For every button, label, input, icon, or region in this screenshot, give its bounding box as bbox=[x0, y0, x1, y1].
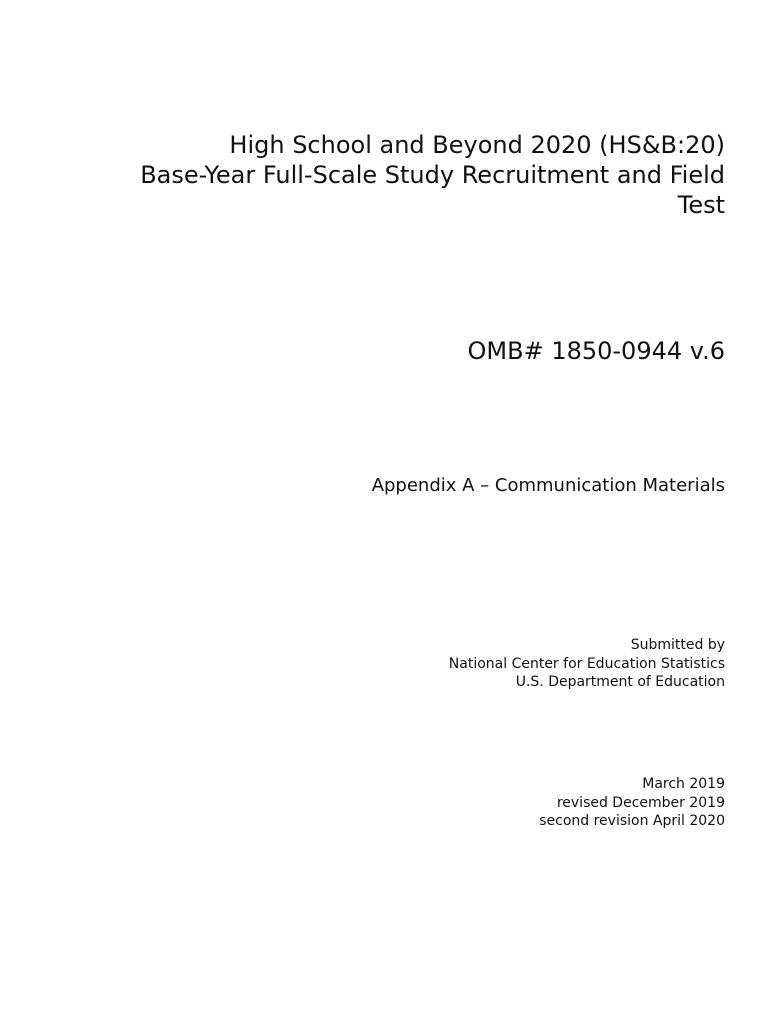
submitting-department: U.S. Department of Education bbox=[515, 674, 725, 690]
revised-date: revised December 2019 bbox=[556, 794, 725, 811]
omb-number: OMB# 1850-0944 v.6 bbox=[467, 337, 725, 365]
submitted-by-block bbox=[449, 636, 725, 692]
second-revision-date: second revision April 2020 bbox=[539, 813, 725, 829]
submitting-organization: National Center for Education Statistics bbox=[448, 655, 725, 672]
title-line-1: High School and Beyond 2020 (HS&B:20) bbox=[229, 131, 725, 159]
dates-block bbox=[539, 775, 725, 831]
title-line-3: Test bbox=[677, 191, 725, 219]
submitted-by-label: Submitted by bbox=[630, 637, 725, 653]
appendix-heading: Appendix A – Communication Materials bbox=[371, 475, 725, 496]
original-date: March 2019 bbox=[642, 776, 725, 792]
title-line-2: Base-Year Full-Scale Study Recruitment and Field bbox=[140, 161, 725, 189]
document-title bbox=[85, 130, 725, 220]
